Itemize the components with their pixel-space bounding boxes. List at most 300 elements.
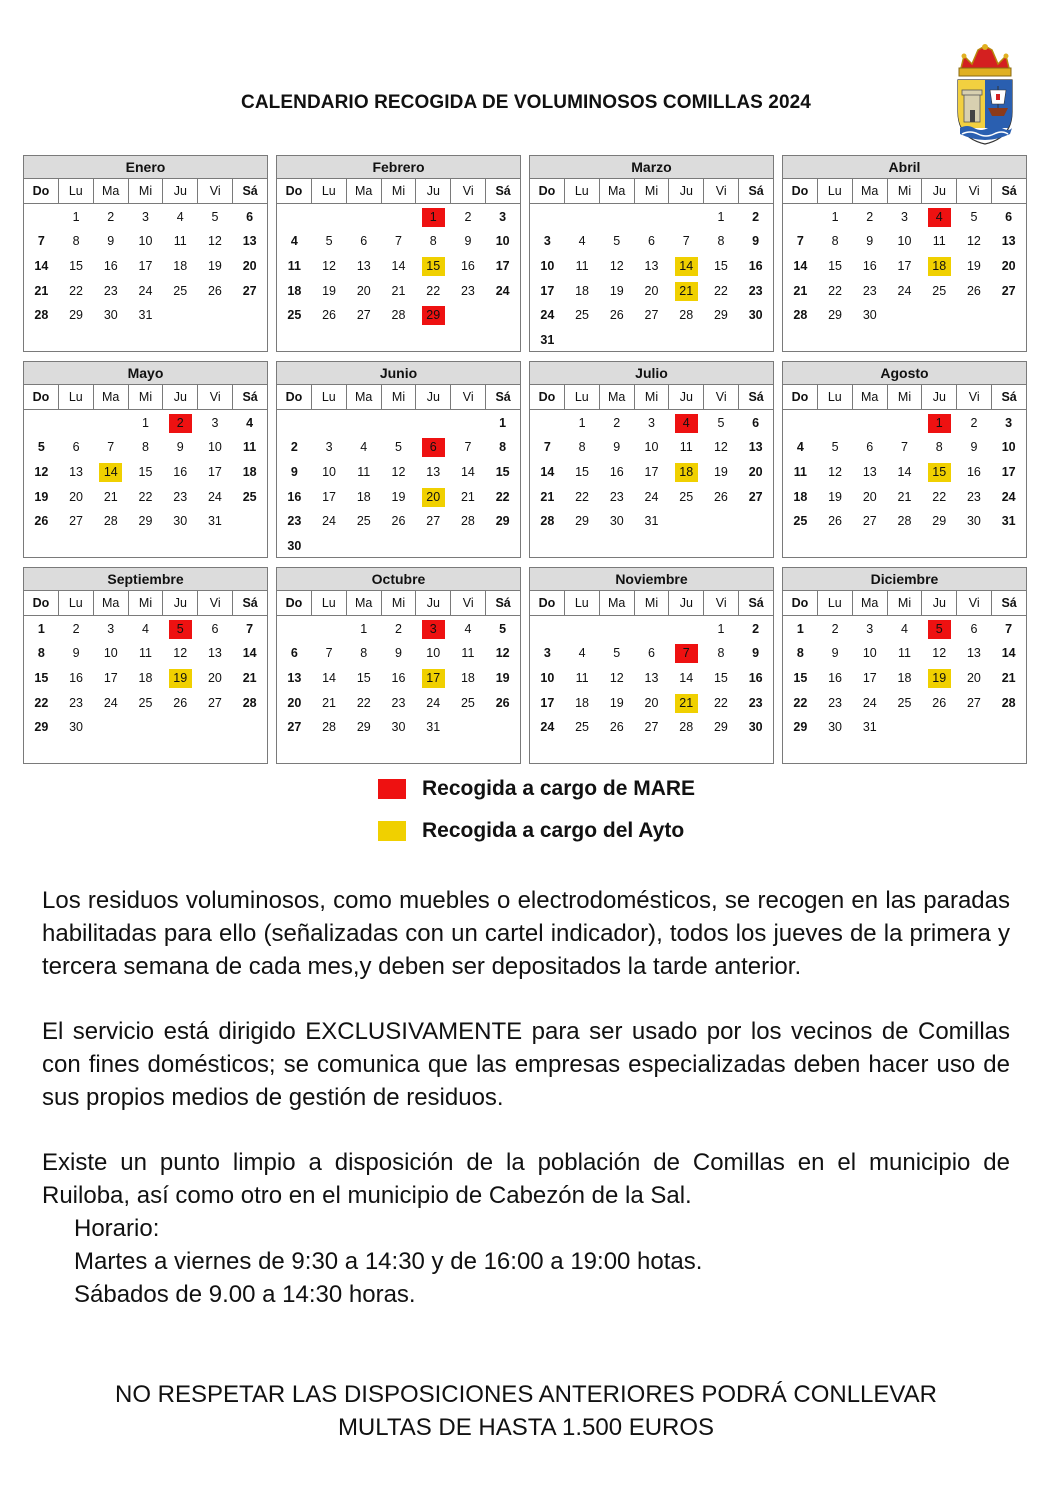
day-cell <box>59 460 94 485</box>
day-number: 2 <box>169 414 192 433</box>
day-number: 11 <box>173 234 187 249</box>
day-cell <box>59 254 94 279</box>
weekday-header <box>24 385 267 410</box>
day-number: 8 <box>717 234 725 249</box>
day-cell <box>704 279 739 304</box>
day-number: 29 <box>713 308 728 323</box>
month-mayo <box>23 361 268 558</box>
day-cell <box>599 666 634 691</box>
day-number: 18 <box>460 670 475 685</box>
day-cell <box>565 411 600 436</box>
day-cell <box>818 617 853 642</box>
day-number: 6 <box>72 440 80 455</box>
day-number: 23 <box>609 489 624 504</box>
day-cell <box>957 254 992 279</box>
day-cell <box>93 617 128 642</box>
day-number: 25 <box>138 695 153 710</box>
day-number: 12 <box>609 670 624 685</box>
day-number: 31 <box>207 514 222 529</box>
day-number: 3 <box>142 209 149 224</box>
legend-item-mare <box>378 768 695 810</box>
weekday-name: Vi <box>703 591 738 615</box>
day-cell <box>163 509 198 534</box>
day-number: 1 <box>928 414 951 433</box>
day-cell <box>818 254 853 279</box>
day-cell <box>887 436 922 461</box>
page-title: CALENDARIO RECOGIDA DE VOLUMINOSOS COMILLAS 2024 <box>241 92 811 113</box>
day-number: 1 <box>831 209 839 224</box>
empty-cell <box>24 411 59 436</box>
day-cell <box>381 691 416 716</box>
weekday-name: Ma <box>599 385 634 409</box>
day-number: 14 <box>675 257 698 276</box>
day-cell <box>738 303 773 328</box>
day-cell <box>991 205 1026 230</box>
day-cell <box>451 230 486 255</box>
day-number: 28 <box>103 514 118 529</box>
weekday-name: Ju <box>668 385 703 409</box>
day-number: 20 <box>966 670 981 685</box>
day-cell <box>312 715 347 740</box>
day-number: 9 <box>613 440 621 455</box>
day-number: 1 <box>499 415 507 430</box>
day-cell-mare <box>163 617 198 642</box>
day-number: 5 <box>499 621 507 636</box>
day-number: 29 <box>575 514 590 529</box>
day-number: 23 <box>862 283 877 298</box>
day-cell-ayto <box>922 666 957 691</box>
day-cell <box>818 691 853 716</box>
day-number: 30 <box>103 308 118 323</box>
day-cell <box>957 485 992 510</box>
weekday-name: Sá <box>991 179 1026 203</box>
day-cell <box>991 254 1026 279</box>
weekday-name: Sá <box>485 591 520 615</box>
weekday-name: Ma <box>93 385 128 409</box>
empty-cell <box>346 411 381 436</box>
weekday-name: Ma <box>346 591 381 615</box>
day-number: 23 <box>460 283 475 298</box>
day-cell <box>852 666 887 691</box>
day-cell <box>128 642 163 667</box>
day-cell <box>59 509 94 534</box>
day-number: 25 <box>242 489 257 504</box>
day-cell <box>818 230 853 255</box>
day-number: 24 <box>426 695 441 710</box>
day-number: 10 <box>897 234 912 249</box>
month-octubre <box>276 567 521 764</box>
day-number: 24 <box>644 489 659 504</box>
empty-cell <box>277 411 312 436</box>
day-cell <box>991 642 1026 667</box>
day-number: 27 <box>426 514 441 529</box>
day-cell <box>128 666 163 691</box>
day-cell <box>163 691 198 716</box>
day-cell <box>277 691 312 716</box>
weekday-name: Sá <box>738 179 773 203</box>
day-number: 28 <box>322 720 337 735</box>
day-cell <box>451 642 486 667</box>
empty-cell <box>416 411 451 436</box>
day-cell <box>24 436 59 461</box>
note-paragraph-3: Existe un punto limpio a disposición de la población de Comillas en el municipio de Ruiloba, así como otro en el municipio de Cabezón de la Sal. <box>42 1149 1010 1209</box>
day-cell <box>957 666 992 691</box>
day-number: 2 <box>866 209 874 224</box>
day-number: 12 <box>322 258 337 273</box>
weekday-name: Lu <box>311 591 346 615</box>
legend-swatch-yellow <box>378 821 406 841</box>
day-cell <box>704 666 739 691</box>
day-cell <box>381 303 416 328</box>
day-cell <box>704 715 739 740</box>
day-cell <box>818 279 853 304</box>
day-number: 25 <box>897 695 912 710</box>
day-cell <box>485 617 520 642</box>
day-cell <box>704 691 739 716</box>
day-number: 16 <box>287 489 302 504</box>
day-cell <box>852 230 887 255</box>
day-cell <box>852 642 887 667</box>
day-cell-ayto <box>669 254 704 279</box>
day-number: 7 <box>325 646 333 661</box>
day-number: 17 <box>540 695 555 710</box>
day-cell <box>783 509 818 534</box>
empty-cell <box>852 411 887 436</box>
day-grid <box>24 204 267 328</box>
day-number: 26 <box>713 489 728 504</box>
day-number: 7 <box>901 440 908 455</box>
day-number: 11 <box>461 646 475 661</box>
day-cell-ayto <box>416 485 451 510</box>
weekday-name: Do <box>32 390 50 404</box>
weekday-name: Lu <box>58 179 93 203</box>
day-cell <box>530 328 565 353</box>
day-number: 25 <box>575 308 590 323</box>
day-number: 19 <box>322 283 337 298</box>
day-number: 6 <box>648 646 655 661</box>
day-cell-mare <box>669 411 704 436</box>
day-number: 31 <box>862 720 877 735</box>
day-number: 20 <box>644 283 659 298</box>
day-number: 11 <box>932 234 946 249</box>
day-number: 14 <box>540 464 555 479</box>
day-cell <box>277 279 312 304</box>
day-number: 27 <box>242 283 257 298</box>
day-number: 26 <box>609 720 624 735</box>
day-cell <box>530 642 565 667</box>
day-number: 3 <box>499 209 507 224</box>
day-cell <box>198 230 233 255</box>
day-cell <box>738 691 773 716</box>
month-name: Julio <box>530 362 773 385</box>
day-cell <box>163 436 198 461</box>
day-cell <box>346 617 381 642</box>
weekday-header <box>277 179 520 204</box>
weekday-name: Mi <box>381 385 416 409</box>
day-grid <box>530 410 773 534</box>
day-number: 2 <box>970 415 978 430</box>
day-cell <box>198 642 233 667</box>
day-number: 1 <box>717 621 725 636</box>
day-cell <box>669 485 704 510</box>
day-number: 9 <box>395 646 402 661</box>
day-number: 8 <box>578 440 586 455</box>
day-cell <box>634 411 669 436</box>
day-cell <box>530 715 565 740</box>
day-cell <box>783 485 818 510</box>
day-number: 13 <box>242 234 257 249</box>
weekday-name: Do <box>791 184 809 198</box>
weekday-name: Ju <box>415 591 450 615</box>
day-number: 6 <box>970 621 978 636</box>
weekday-name: Lu <box>564 385 599 409</box>
day-cell <box>128 509 163 534</box>
day-number: 13 <box>356 258 371 273</box>
day-cell <box>991 485 1026 510</box>
weekday-name: Ma <box>599 179 634 203</box>
day-number: 3 <box>1005 415 1013 430</box>
day-cell <box>957 230 992 255</box>
day-cell <box>93 666 128 691</box>
day-cell <box>887 230 922 255</box>
day-number: 29 <box>422 306 445 325</box>
empty-cell <box>599 617 634 642</box>
day-cell <box>24 715 59 740</box>
day-cell <box>346 691 381 716</box>
day-cell <box>738 666 773 691</box>
day-cell <box>852 509 887 534</box>
day-cell <box>738 617 773 642</box>
weekday-name: Mi <box>887 179 922 203</box>
day-cell <box>634 230 669 255</box>
day-number: 31 <box>540 332 555 347</box>
legend-swatch-red <box>378 779 406 799</box>
day-cell <box>991 411 1026 436</box>
day-cell <box>634 642 669 667</box>
day-number: 20 <box>287 695 302 710</box>
day-cell <box>818 460 853 485</box>
day-number: 17 <box>138 258 153 273</box>
day-number: 16 <box>828 670 843 685</box>
day-number: 22 <box>34 695 49 710</box>
weekday-name: Sá <box>738 591 773 615</box>
day-grid <box>530 616 773 740</box>
empty-cell <box>783 205 818 230</box>
day-cell <box>93 436 128 461</box>
day-cell <box>485 254 520 279</box>
day-cell <box>991 666 1026 691</box>
day-cell <box>451 205 486 230</box>
day-cell <box>530 303 565 328</box>
day-number: 21 <box>242 670 257 685</box>
day-cell <box>669 715 704 740</box>
day-number: 11 <box>575 670 589 685</box>
day-number: 21 <box>675 282 698 301</box>
day-cell <box>738 715 773 740</box>
day-cell <box>232 642 267 667</box>
day-number: 22 <box>356 695 371 710</box>
day-number: 10 <box>322 464 337 479</box>
day-number: 18 <box>356 489 371 504</box>
day-cell <box>957 691 992 716</box>
day-cell <box>887 254 922 279</box>
day-number: 12 <box>391 464 406 479</box>
day-number: 14 <box>679 670 694 685</box>
day-number: 1 <box>796 621 804 636</box>
day-number: 4 <box>246 415 254 430</box>
day-cell <box>277 254 312 279</box>
weekday-name: Ma <box>599 591 634 615</box>
day-cell <box>485 691 520 716</box>
weekday-name: Vi <box>703 179 738 203</box>
day-number: 12 <box>173 646 188 661</box>
weekday-name: Vi <box>450 179 485 203</box>
weekday-name: Ma <box>852 591 887 615</box>
day-number: 16 <box>862 258 877 273</box>
day-number: 16 <box>748 258 763 273</box>
day-number: 28 <box>540 514 555 529</box>
day-number: 30 <box>862 308 877 323</box>
day-number: 19 <box>966 258 981 273</box>
day-cell <box>565 666 600 691</box>
month-junio <box>276 361 521 558</box>
day-cell <box>416 691 451 716</box>
day-number: 24 <box>862 695 877 710</box>
day-cell <box>346 460 381 485</box>
day-cell <box>783 642 818 667</box>
day-cell <box>24 642 59 667</box>
day-number: 13 <box>644 670 659 685</box>
weekday-name: Do <box>285 390 303 404</box>
day-number: 30 <box>748 308 763 323</box>
weekday-name: Do <box>538 184 556 198</box>
empty-cell <box>277 617 312 642</box>
day-cell <box>852 254 887 279</box>
empty-cell <box>634 205 669 230</box>
day-cell <box>381 279 416 304</box>
day-number: 14 <box>391 258 406 273</box>
day-number: 15 <box>69 258 84 273</box>
day-number: 22 <box>932 489 947 504</box>
day-number: 14 <box>34 258 49 273</box>
day-cell <box>277 642 312 667</box>
weekday-name: Lu <box>58 591 93 615</box>
day-cell <box>704 617 739 642</box>
day-number: 21 <box>103 489 118 504</box>
day-cell <box>669 230 704 255</box>
weekday-header <box>24 179 267 204</box>
day-cell <box>957 205 992 230</box>
day-number: 2 <box>395 621 402 636</box>
day-cell <box>198 485 233 510</box>
day-cell <box>128 617 163 642</box>
day-cell <box>738 436 773 461</box>
day-number: 27 <box>356 308 371 323</box>
day-number: 8 <box>796 646 804 661</box>
day-cell <box>163 279 198 304</box>
day-number: 16 <box>966 464 981 479</box>
legend-item-ayto <box>378 810 695 852</box>
day-number: 27 <box>644 308 659 323</box>
day-number: 30 <box>748 720 763 735</box>
day-number: 15 <box>495 464 510 479</box>
day-number: 12 <box>207 234 222 249</box>
day-cell <box>991 460 1026 485</box>
day-number: 13 <box>644 258 659 273</box>
day-cell <box>312 303 347 328</box>
day-cell <box>24 279 59 304</box>
day-number: 20 <box>422 488 445 507</box>
day-number: 13 <box>748 440 763 455</box>
month-diciembre <box>782 567 1027 764</box>
day-number: 28 <box>897 514 912 529</box>
day-cell <box>922 279 957 304</box>
weekday-name: Sá <box>232 179 267 203</box>
day-cell <box>312 230 347 255</box>
day-cell-ayto <box>669 460 704 485</box>
day-cell <box>530 230 565 255</box>
day-cell <box>163 485 198 510</box>
day-number: 17 <box>897 258 912 273</box>
day-cell-ayto <box>669 279 704 304</box>
day-number: 4 <box>176 209 184 224</box>
weekday-name: Mi <box>634 591 669 615</box>
day-cell <box>783 436 818 461</box>
weekday-header <box>277 385 520 410</box>
day-number: 17 <box>207 464 222 479</box>
day-cell <box>565 230 600 255</box>
month-enero <box>23 155 268 352</box>
day-cell <box>128 279 163 304</box>
day-number: 10 <box>862 646 877 661</box>
weekday-name: Lu <box>311 179 346 203</box>
day-number: 26 <box>34 514 49 529</box>
day-number: 17 <box>322 489 337 504</box>
day-cell <box>669 666 704 691</box>
day-cell <box>887 205 922 230</box>
day-number: 10 <box>540 258 555 273</box>
month-abril <box>782 155 1027 352</box>
day-number: 20 <box>207 670 222 685</box>
day-number: 20 <box>356 283 371 298</box>
day-cell <box>818 485 853 510</box>
day-number: 18 <box>675 463 698 482</box>
empty-cell <box>24 205 59 230</box>
day-number: 6 <box>752 415 760 430</box>
day-number: 12 <box>828 464 843 479</box>
day-cell <box>381 436 416 461</box>
day-cell <box>59 205 94 230</box>
day-cell <box>485 485 520 510</box>
day-cell <box>634 254 669 279</box>
day-number: 1 <box>422 208 445 227</box>
day-number: 20 <box>644 695 659 710</box>
day-number: 17 <box>422 669 445 688</box>
weekday-name: Sá <box>485 385 520 409</box>
day-number: 19 <box>928 669 951 688</box>
empty-cell <box>530 411 565 436</box>
day-cell <box>738 411 773 436</box>
day-cell <box>922 642 957 667</box>
day-cell <box>634 460 669 485</box>
day-cell <box>59 485 94 510</box>
day-number: 28 <box>1001 695 1016 710</box>
day-number: 6 <box>1005 209 1013 224</box>
day-cell <box>704 303 739 328</box>
day-number: 13 <box>862 464 877 479</box>
day-number: 28 <box>242 695 257 710</box>
day-cell <box>634 436 669 461</box>
